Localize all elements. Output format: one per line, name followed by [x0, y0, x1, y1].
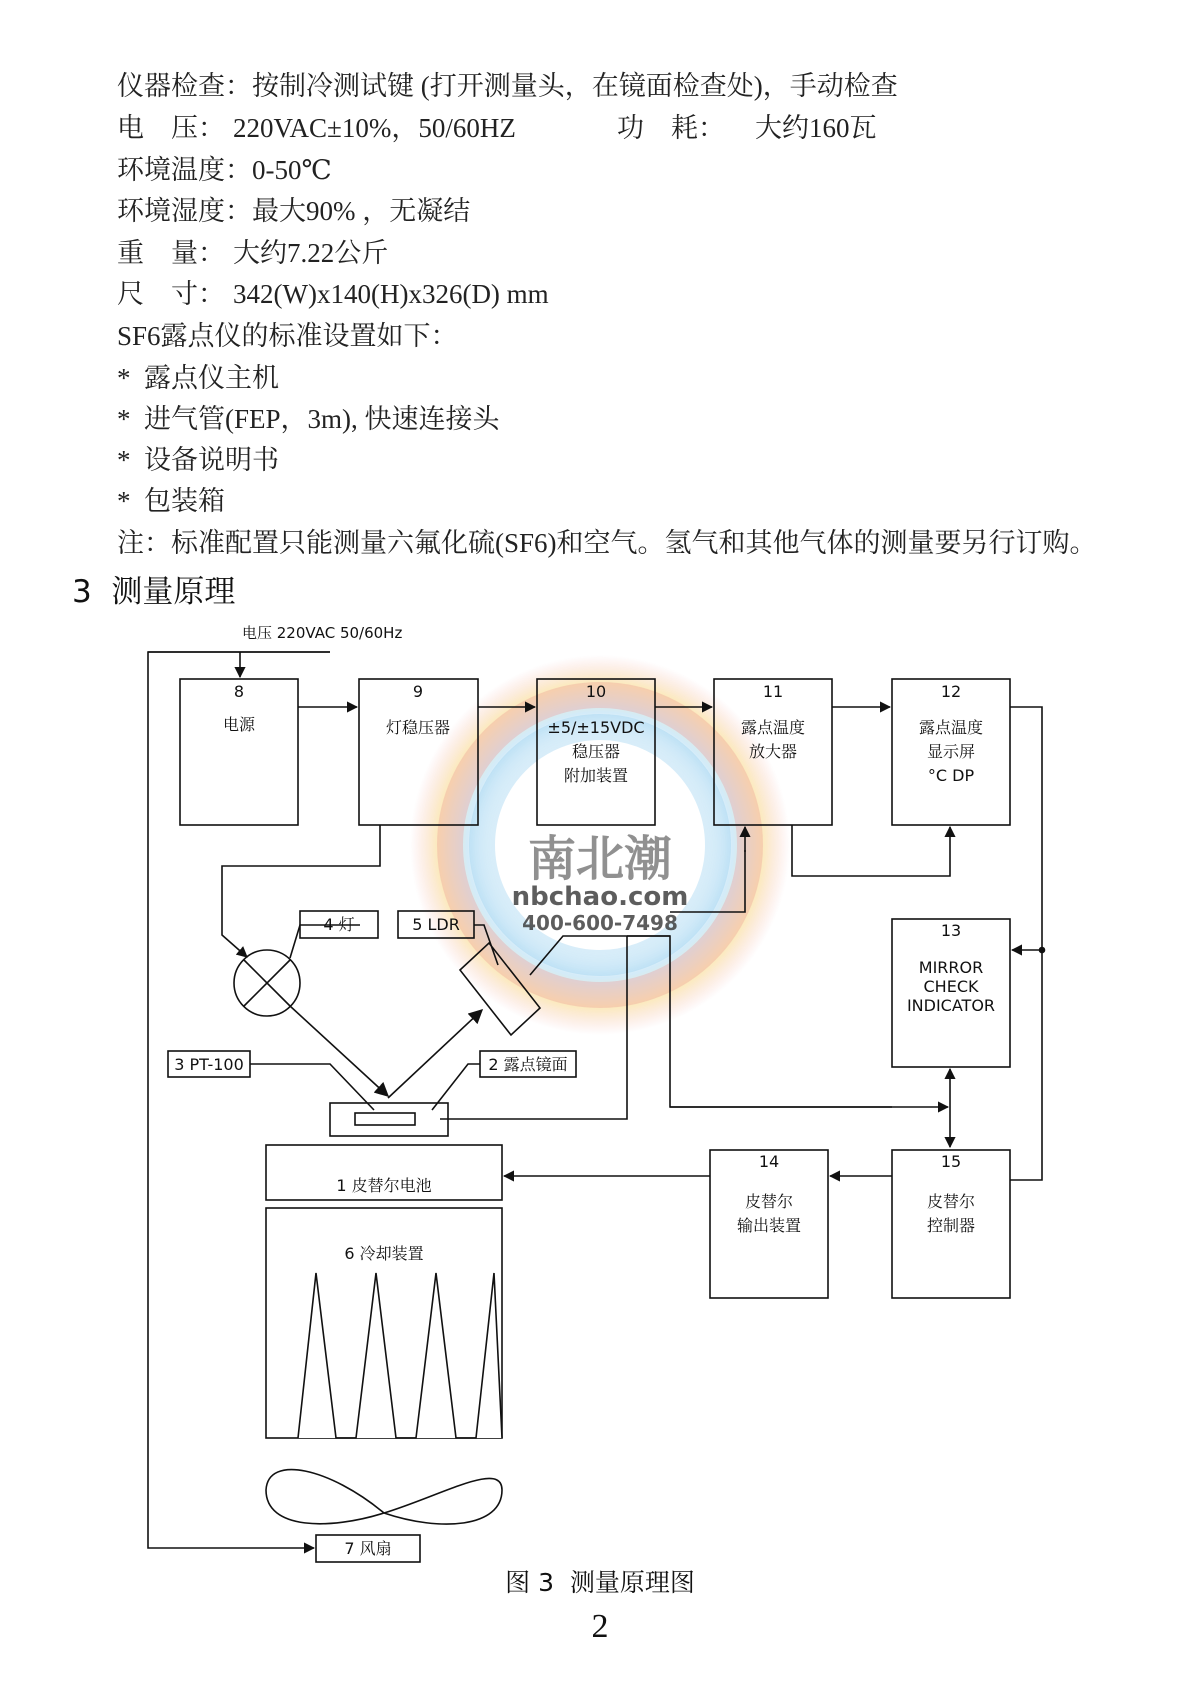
standard-item: * 进气管(FEP，3m), 快速连接头	[117, 404, 500, 434]
block-14-text: 输出装置	[736, 1216, 802, 1235]
block-10-text: 附加装置	[563, 766, 629, 785]
standard-intro: SF6露点仪的标准设置如下：	[117, 321, 458, 351]
spec-ambient-temp: 环境温度：0-50℃	[117, 155, 332, 185]
block-14-text: 皮替尔	[744, 1192, 794, 1211]
dewpoint-mirror	[330, 1103, 448, 1136]
power-label: 电压 220VAC 50/60Hz	[242, 624, 403, 642]
label-lamp-text: 4 灯	[323, 915, 355, 934]
block-13-number: 13	[940, 921, 962, 940]
block-15-text: 皮替尔	[926, 1192, 976, 1211]
spec-voltage: 电 压： 220VAC±10%，50/60HZ	[117, 113, 516, 143]
label-pt100-text: 3 PT-100	[174, 1055, 244, 1074]
spec-power: 功 耗： 大约160瓦	[617, 113, 877, 143]
label-cooling-text: 6 冷却装置	[344, 1244, 424, 1263]
standard-item: * 设备说明书	[117, 445, 279, 475]
figure-caption: 图 3 测量原理图	[505, 1568, 695, 1597]
block-11-text: 放大器	[748, 742, 798, 761]
label-mirror-text: 2 露点镜面	[488, 1055, 568, 1074]
spec-weight: 重 量： 大约7.22公斤	[117, 238, 389, 268]
standard-item: * 包装箱	[117, 486, 225, 516]
block-13-text: MIRROR	[918, 958, 984, 977]
block-10-number: 10	[585, 682, 607, 701]
spec-instrument-check: 仪器检查：按制冷测试键 (打开测量头，在镜面检查处)，手动检查	[117, 71, 898, 101]
block-10-text: 稳压器	[571, 742, 621, 761]
block-14-number: 14	[758, 1152, 780, 1171]
label-fan-text: 7 风扇	[344, 1539, 392, 1558]
block-8-number: 8	[233, 682, 245, 701]
block-11-number: 11	[762, 682, 784, 701]
block-12-number: 12	[940, 682, 962, 701]
block-12-text: °C DP	[927, 766, 975, 785]
watermark-phone: 400-600-7498	[522, 911, 678, 935]
note: 注：标准配置只能测量六氟化硫(SF6)和空气。氢气和其他气体的测量要另行订购。	[117, 528, 1097, 558]
page-number: 2	[591, 1608, 609, 1645]
standard-item: * 露点仪主机	[117, 363, 279, 393]
watermark-site: nbchao.com	[511, 882, 689, 912]
section-heading: 3 测量原理	[72, 574, 236, 610]
label-ldr-text: 5 LDR	[412, 915, 460, 934]
spec-dimensions: 尺 寸： 342(W)x140(H)x326(D) mm	[117, 279, 549, 309]
block-9-text: 灯稳压器	[385, 718, 451, 737]
block-10-text: ±5/±15VDC	[547, 718, 645, 737]
block-12-text: 露点温度	[918, 718, 984, 737]
cooling-fins	[298, 1273, 502, 1438]
fan-symbol	[266, 1470, 502, 1525]
block-15-number: 15	[940, 1152, 962, 1171]
block-12-text: 显示屏	[926, 742, 976, 761]
spec-ambient-humidity: 环境湿度：最大90% ，无凝结	[117, 196, 471, 226]
block-13-text: CHECK	[923, 977, 979, 996]
block-15-text: 控制器	[926, 1216, 976, 1235]
block-8-text: 电源	[222, 715, 256, 734]
watermark-brand: 南北潮	[527, 831, 673, 887]
label-peltier-text: 1 皮替尔电池	[336, 1176, 432, 1195]
block-13-text: INDICATOR	[906, 996, 996, 1015]
block-11-text: 露点温度	[740, 718, 806, 737]
block-9-number: 9	[412, 682, 424, 701]
